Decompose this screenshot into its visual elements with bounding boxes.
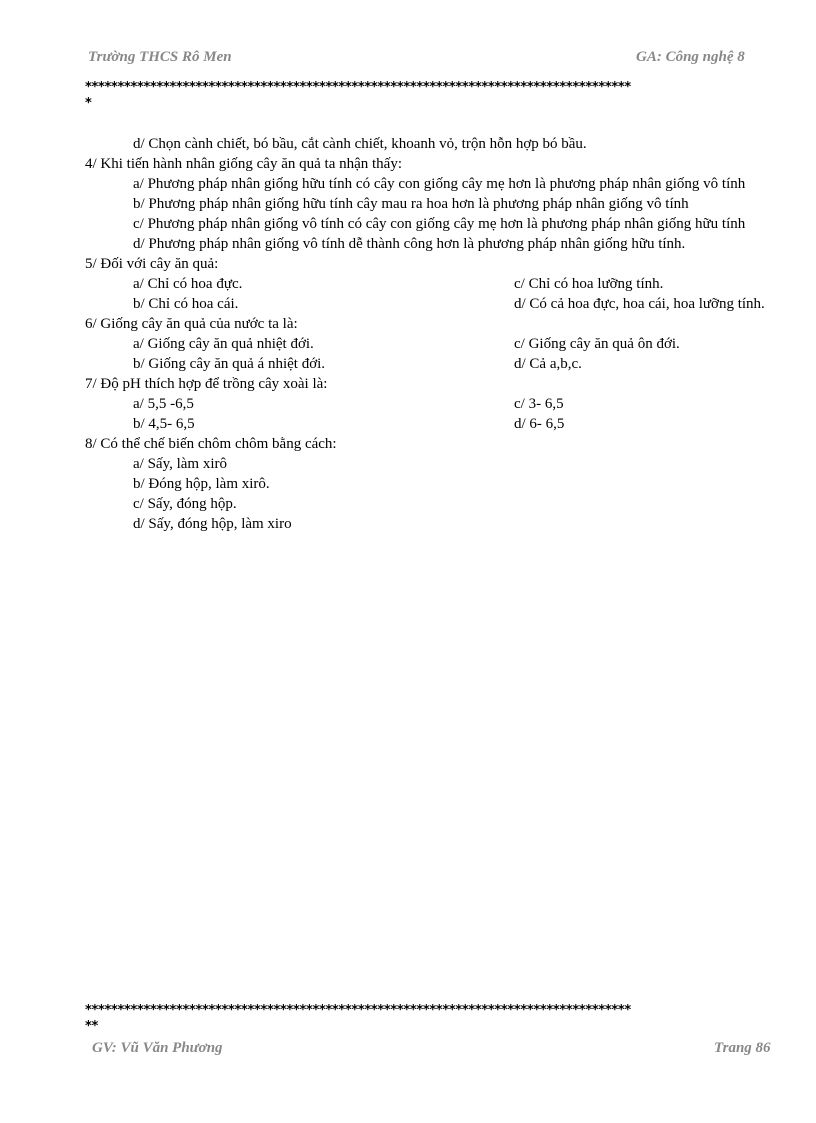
q7-row-1 <box>85 394 816 414</box>
q6-question: 6/ Giống cây ăn quả của nước ta là: <box>85 316 298 332</box>
q5-row-1 <box>85 274 816 294</box>
q5-option-b: b/ Chỉ có hoa cái. <box>133 296 239 312</box>
q8-option-b: b/ Đóng hộp, làm xirô. <box>133 476 270 492</box>
q5-option-c: c/ Chỉ có hoa lưỡng tính. <box>514 276 664 292</box>
q5-question: 5/ Đối với cây ăn quả: <box>85 256 219 272</box>
q6-option-a: a/ Giống cây ăn quả nhiệt đới. <box>133 336 314 352</box>
q6-row-2 <box>85 354 816 374</box>
q4-option-d: d/ Phương pháp nhân giống vô tính dễ thành công hơn là phương pháp nhân giống hữu tính. <box>133 236 686 252</box>
q8-option-d: d/ Sấy, đóng hộp, làm xiro <box>133 516 292 532</box>
q7-option-b: b/ 4,5- 6,5 <box>133 416 195 432</box>
q7-option-d: d/ 6- 6,5 <box>514 416 565 432</box>
footer-rule-line2: ** <box>85 1019 98 1034</box>
q3-option-d: d/ Chọn cành chiết, bó bầu, cắt cành chiết, khoanh vỏ, trộn hỗn hợp bó bầu. <box>133 136 587 152</box>
q6-option-b: b/ Giống cây ăn quả á nhiệt đới. <box>133 356 326 372</box>
q4-option-a: a/ Phương pháp nhân giống hữu tính có cây con giống cây mẹ hơn là phương pháp nhân giống vô tính <box>133 176 746 192</box>
footer-rule <box>85 1003 805 1035</box>
q5-option-a: a/ Chỉ có hoa đực. <box>133 276 243 292</box>
footer-teacher: GV: Vũ Văn Phương <box>92 1040 223 1056</box>
header-school: Trường THCS Rô Men <box>88 49 232 65</box>
q7-option-a: a/ 5,5 -6,5 <box>133 396 194 412</box>
q8-question: 8/ Có thể chế biến chôm chôm bằng cách: <box>85 436 337 452</box>
header-rule-line2: * <box>85 96 92 111</box>
q4-option-b: b/ Phương pháp nhân giống hữu tính cây mau ra hoa hơn là phương pháp nhân giống vô tính <box>133 196 689 212</box>
q6-option-d: d/ Cả a,b,c. <box>514 356 582 372</box>
header-rule-line1: ************************************************************************************ <box>85 80 631 95</box>
document-body <box>85 134 816 534</box>
footer-rule-line1: ************************************************************************************ <box>85 1003 631 1018</box>
q6-option-c: c/ Giống cây ăn quả ôn đới. <box>514 336 680 352</box>
q4-question: 4/ Khi tiến hành nhân giống cây ăn quả ta nhận thấy: <box>85 156 402 172</box>
q7-option-c: c/ 3- 6,5 <box>514 396 564 412</box>
q4-option-c: c/ Phương pháp nhân giống vô tính có cây con giống cây mẹ hơn là phương pháp nhân giống hữu tính <box>133 216 746 232</box>
q7-question: 7/ Độ pH thích hợp để trồng cây xoài là: <box>85 376 328 392</box>
q5-option-d: d/ Có cả hoa đực, hoa cái, hoa lưỡng tính. <box>514 296 765 312</box>
q6-row-1 <box>85 334 816 354</box>
q5-row-2 <box>85 294 816 314</box>
header-rule <box>85 80 805 112</box>
q8-option-c: c/ Sấy, đóng hộp. <box>133 496 237 512</box>
q8-option-a: a/ Sấy, làm xirô <box>133 456 228 472</box>
q7-row-2 <box>85 414 816 434</box>
footer-page-number: Trang 86 <box>714 1040 771 1056</box>
header-course: GA: Công nghệ 8 <box>636 49 745 65</box>
